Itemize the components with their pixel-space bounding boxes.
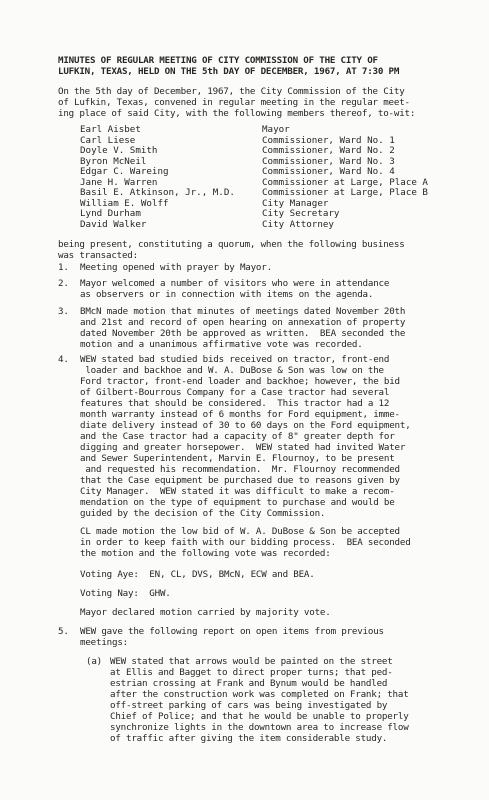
member-title: City Secretary [262, 208, 340, 219]
item-line: mendation on the type of equipment to purchase and would be [80, 497, 395, 508]
item-line: estrian crossing at Frank and Bynum would be handled [110, 678, 388, 689]
item-line: that the Case equipment be purchased due to reasons given by [80, 475, 400, 486]
item-line: WEW gave the following report on open items from previous [80, 626, 384, 637]
item-line: loader and backhoe and W. A. DuBose & Son was low on the [80, 365, 384, 376]
item-line: meetings: [80, 637, 128, 648]
item-line: as observers or in connection with items on the agenda. [80, 289, 374, 300]
intro-line: of Lufkin, Texas, convened in regular meeting in the regular meet- [58, 97, 410, 108]
item-line: features that should be considered. This tractor had a 12 [80, 398, 390, 409]
item-line: and the Case tractor had a capacity of 8" greater depth for [80, 431, 395, 442]
member-title: Commissioner at Large, Place B [262, 187, 428, 198]
member-name: Earl Aisbet [80, 124, 141, 135]
item-line: of Gilbert-Bourrous Company for a Case tractor had several [80, 387, 390, 398]
item-line: of traffic after giving the item considerable study. [110, 733, 388, 744]
item-line: City Manager. WEW stated it was difficult to make a recom- [80, 486, 395, 497]
item-number: 2. [58, 278, 69, 289]
item-line: Chief of Police; and that he would be unable to properly [110, 711, 409, 722]
member-title: Commissioner at Large, Place A [262, 176, 428, 188]
title-line-2: LUFKIN, TEXAS, HELD ON THE 5th DAY OF DECEMBER, 1967, AT 7:30 PM [58, 66, 400, 77]
member-title: City Attorney [262, 218, 334, 230]
item-line: WEW stated bad studied bids received on tractor, front-end [80, 354, 390, 365]
member-name: William E. Wolff [80, 197, 169, 209]
member-name: Byron McNeil [80, 155, 147, 167]
item-line: digging and greater horsepower. WEW stated had invited Water [80, 442, 406, 453]
member-title: City Manager [262, 197, 329, 209]
member-name: Jane H. Warren [80, 176, 158, 188]
member-title: Commissioner, Ward No. 2 [262, 145, 395, 156]
item-number: 1. [58, 262, 69, 273]
item-line: at Ellis and Bagget to direct proper turns; that ped- [110, 667, 393, 678]
member-title: Commissioner, Ward No. 1 [262, 134, 395, 146]
item-line: diate delivery instead of 30 to 60 days on the Ford equipment, [80, 420, 411, 431]
voting-aye: Voting Aye: EN, CL, DVS, BMcN, ECW and BEA. [80, 569, 315, 580]
item-line: Ford tractor, front-end loader and backhoe; however, the bid [80, 376, 400, 387]
quorum-line: being present, constituting a quorum, when the following business [58, 239, 405, 250]
motion-carried: Mayor declared motion carried by majority vote. [80, 607, 331, 618]
item-line: and requested his recommendation. Mr. Flournoy recommended [80, 464, 400, 475]
member-name: Lynd Durham [80, 208, 141, 219]
intro-line: On the 5th day of December, 1967, the City Commission of the City [58, 86, 405, 97]
item-line: after the construction work was completed on Frank; that [110, 689, 409, 700]
member-name: Doyle V. Smith [80, 145, 158, 156]
item-line: guided by the decision of the City Commission. [80, 508, 326, 519]
motion-line: in order to keep faith with our bidding process. BEA seconded [80, 537, 411, 548]
item-line: WEW stated that arrows would be painted on the street [110, 656, 393, 667]
item-line: off-street parking of cars was being investigated by [110, 700, 388, 711]
title-line-1: MINUTES OF REGULAR MEETING OF CITY COMMISSION OF THE CITY OF [58, 55, 378, 66]
member-name: David Walker [80, 218, 147, 230]
motion-line: the motion and the following vote was recorded: [80, 548, 331, 559]
member-title: Commissioner, Ward No. 4 [262, 166, 395, 177]
member-name: Carl Liese [80, 134, 136, 146]
item-line: motion and a unanimous affirmative vote was recorded. [80, 339, 363, 350]
subitem-label: (a) [86, 656, 102, 667]
member-name: Edgar C. Wareing [80, 166, 169, 177]
item-line: month warranty instead of 6 months for Ford equipment, imme- [80, 409, 400, 420]
item-number: 3. [58, 306, 69, 317]
item-number: 5. [58, 626, 69, 637]
item-line: BMcN made motion that minutes of meetings dated November 20th [80, 306, 406, 317]
item-line: Meeting opened with prayer by Mayor. [80, 262, 272, 273]
member-title: Mayor [262, 124, 290, 135]
motion-line: CL made motion the low bid of W. A. DuBose & Son be accepted [80, 526, 400, 537]
voting-nay: Voting Nay: GHW. [80, 588, 171, 599]
quorum-line: was transacted: [58, 250, 138, 261]
item-number: 4. [58, 354, 69, 365]
item-line: Mayor welcomed a number of visitors who were in attendance [80, 278, 390, 289]
member-title: Commissioner, Ward No. 3 [262, 155, 395, 167]
member-name: Basil E. Atkinson, Jr., M.D. [80, 187, 235, 198]
item-line: dated November 20th be approved as written. BEA seconded the [80, 328, 406, 339]
intro-line: ing place of said City, with the following members thereof, to-wit: [58, 108, 416, 119]
item-line: and 21st and record of open hearing on annexation of property [80, 317, 406, 328]
item-line: and Sewer Superintendent, Marvin E. Flournoy, to be present [80, 453, 395, 464]
item-line: synchronize lights in the downtown area to increase flow [110, 722, 409, 733]
